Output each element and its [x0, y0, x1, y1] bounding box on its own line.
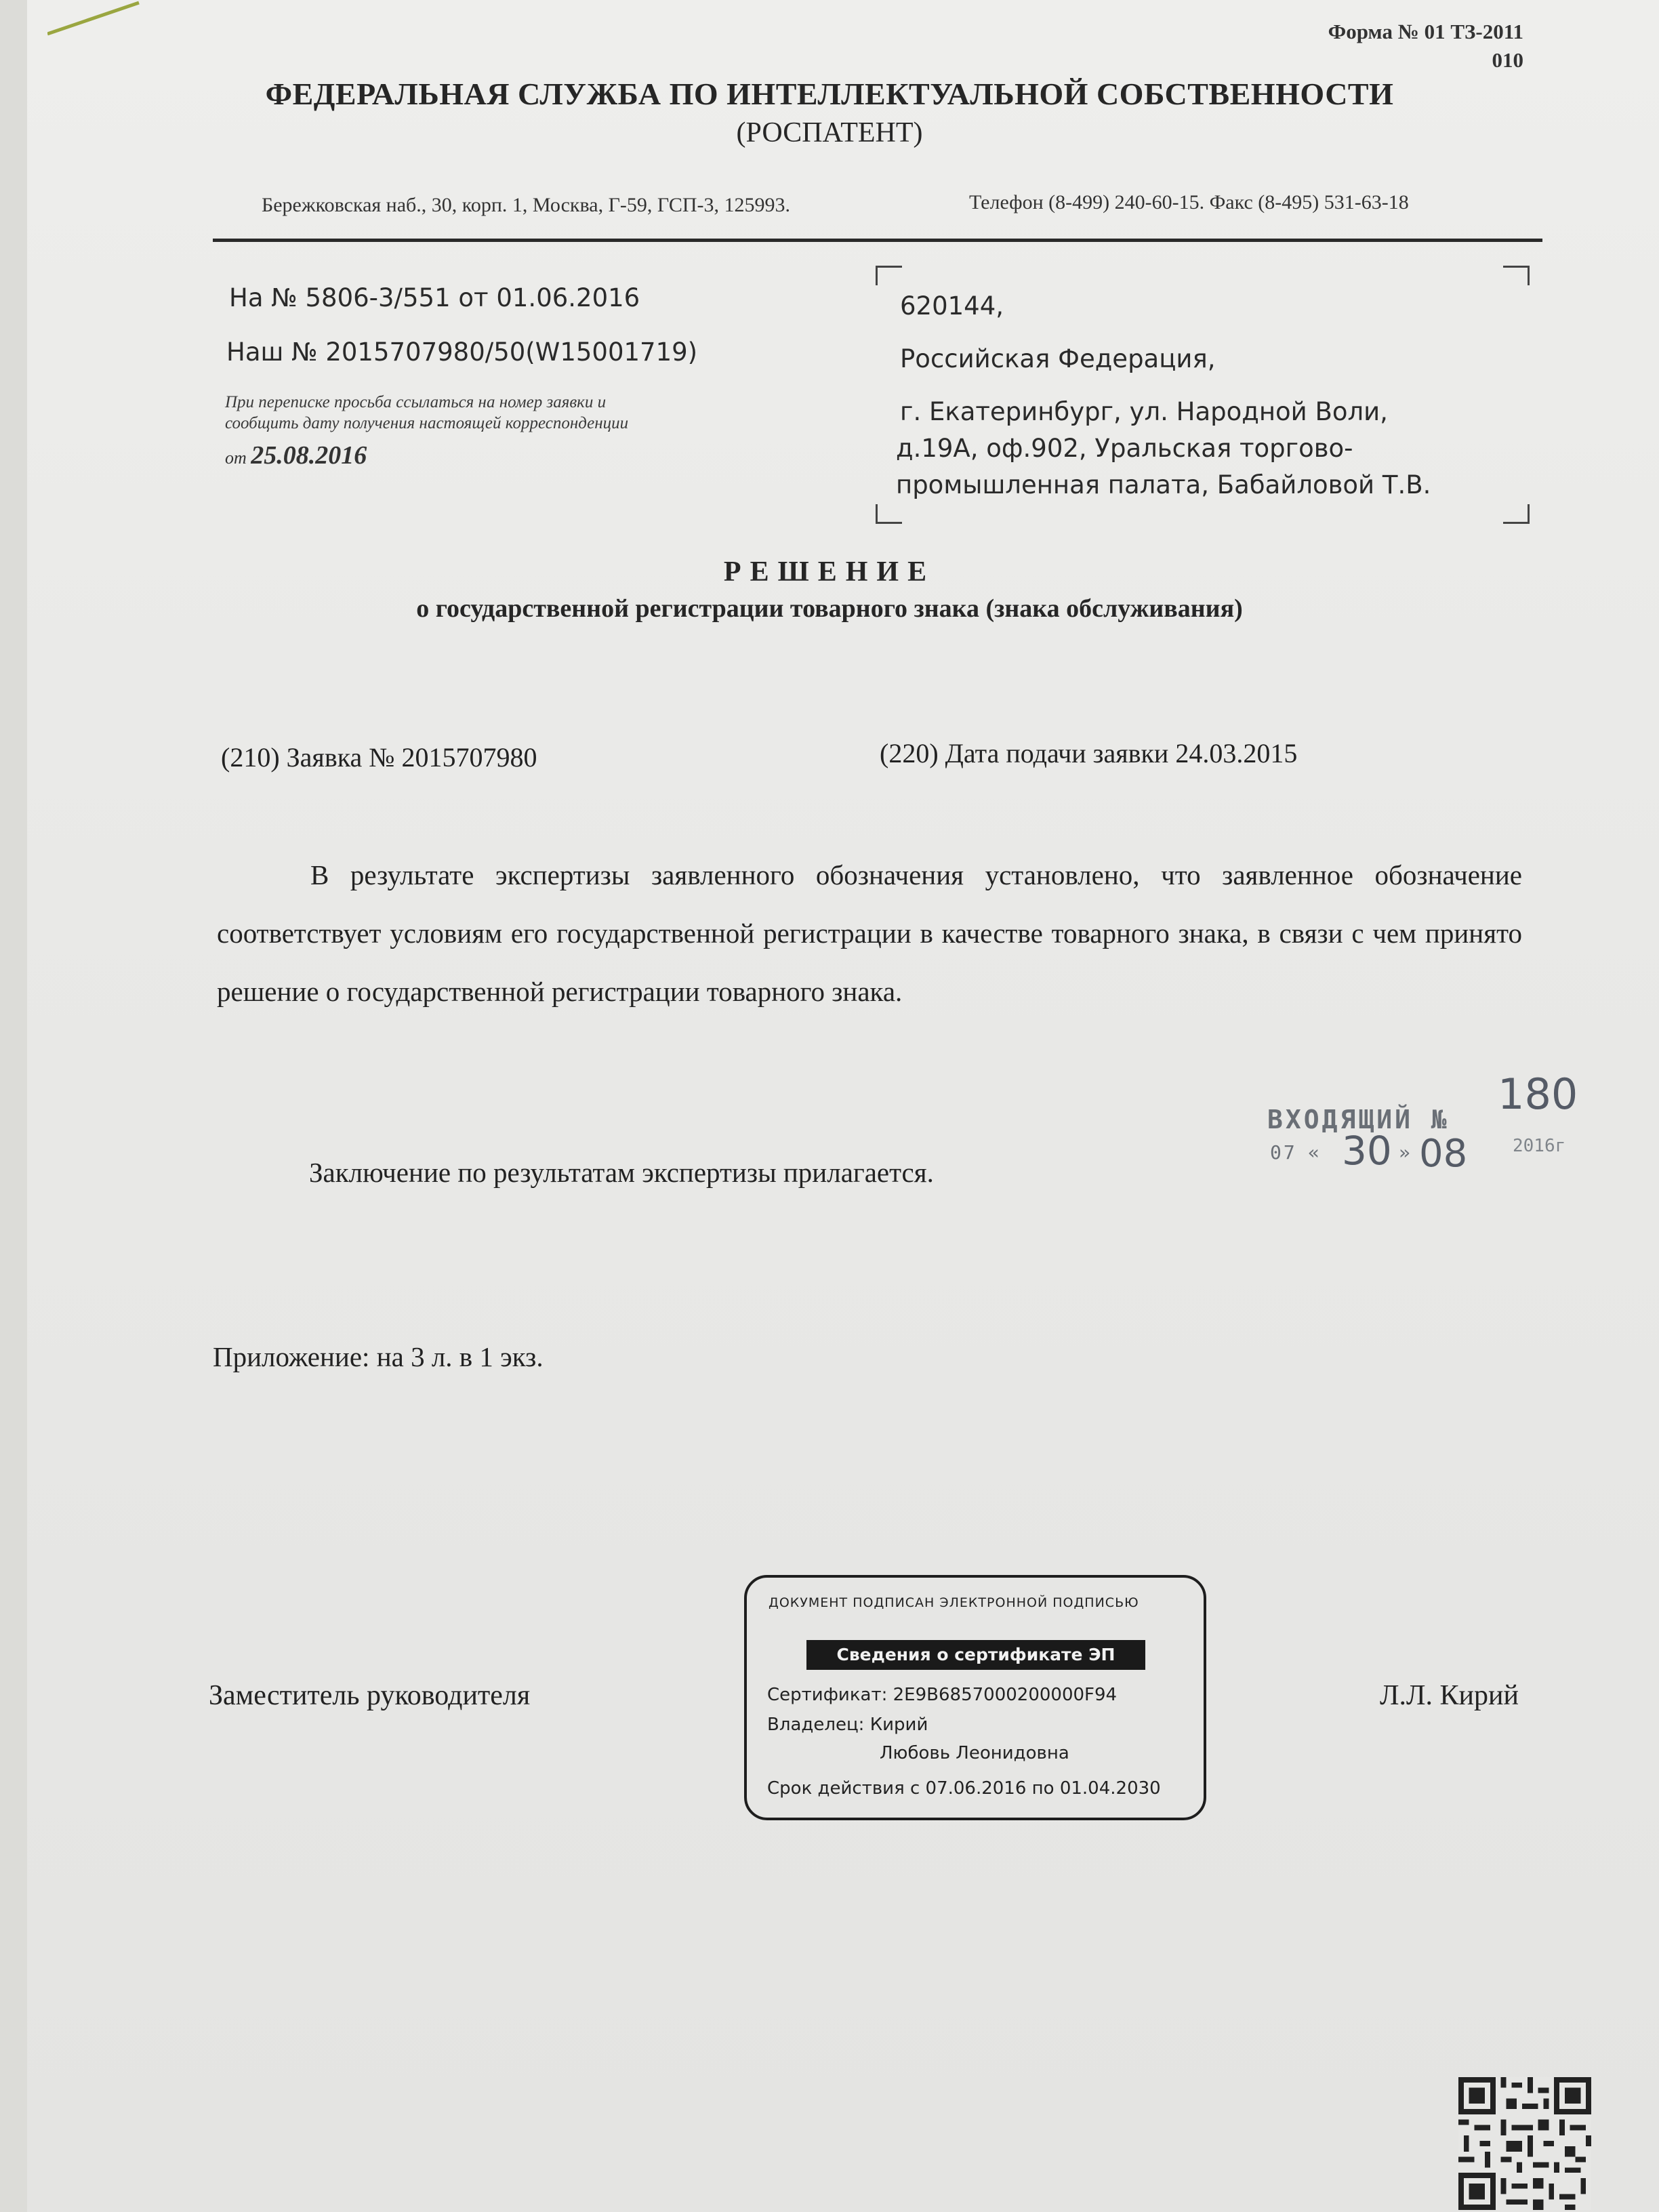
address-corner-top-right	[1503, 266, 1530, 285]
filing-date: (220) Дата подачи заявки 24.03.2015	[880, 738, 1298, 769]
qr-code	[1458, 2075, 1591, 2212]
incoming-stamp-number: 180	[1498, 1069, 1578, 1119]
incoming-stamp-year: 2016г	[1513, 1136, 1566, 1156]
form-code: 010	[1492, 48, 1523, 72]
correspondence-date-value: 25.08.2016	[251, 441, 367, 470]
incoming-stamp-month-handwritten: 08	[1419, 1132, 1468, 1176]
esig-title: Сведения о сертификате ЭП	[806, 1640, 1145, 1670]
decision-subtitle: о государственной регистрации товарного знака (знака обслуживания)	[416, 594, 1243, 623]
correspondence-note-line1: При переписке просьба ссылаться на номер заявки и	[225, 393, 607, 411]
incoming-stamp-quote-close: »	[1399, 1141, 1412, 1164]
agency-address: Бережковская наб., 30, корп. 1, Москва, Г-59, ГСП-3, 125993.	[262, 194, 791, 216]
form-number-text: Форма № 01 ТЗ-2011	[1328, 20, 1523, 43]
esig-certificate: Сертификат: 2E9B6857000200000F94	[767, 1685, 1118, 1705]
recipient-postcode: 620144,	[900, 291, 1004, 321]
agency-name: ФЕДЕРАЛЬНАЯ СЛУЖБА ПО ИНТЕЛЛЕКТУАЛЬНОЙ СОБСТВЕННОСТИ	[265, 77, 1394, 111]
incoming-stamp-label: ВХОДЯЩИЙ №	[1267, 1105, 1450, 1134]
application-number: (210) Заявка № 2015707980	[221, 742, 537, 773]
incoming-stamp-day-handwritten: 30	[1342, 1128, 1392, 1174]
decision-body: В результате экспертизы заявленного обозначения установлено, что заявленное обозначение соответствует условиям его государственной регистрации в качестве товарного знака, в связи с чем принято решение о государственной регистрации товарного знака.	[217, 859, 1522, 1007]
their-reference: На № 5806-3/551 от 01.06.2016	[229, 283, 640, 312]
header-divider	[213, 239, 1542, 242]
esig-validity: Срок действия с 07.06.2016 по 01.04.2030	[767, 1778, 1161, 1799]
correspondence-note-line2: сообщить дату получения настоящей корреспонденции	[225, 414, 629, 432]
agency-short-name: (РОСПАТЕНТ)	[736, 117, 923, 148]
recipient-organization: промышленная палата, Бабайловой Т.В.	[896, 470, 1431, 499]
form-number	[1328, 18, 1523, 75]
conclusion-note: Заключение по результатам экспертизы прилагается.	[309, 1157, 934, 1188]
electronic-signature-stamp	[744, 1575, 1206, 1820]
address-corner-bottom-left	[876, 504, 902, 524]
correspondence-date-prefix: от	[225, 448, 247, 468]
agency-contacts: Телефон (8-499) 240-60-15. Факс (8-495) 531-63-18	[969, 191, 1409, 213]
incoming-stamp-quote-open: «	[1308, 1141, 1322, 1164]
signatory-position: Заместитель руководителя	[209, 1680, 531, 1711]
esig-owner: Владелец: Кирий	[767, 1715, 928, 1735]
recipient-building: д.19А, оф.902, Уральская торгово-	[896, 434, 1353, 463]
address-corner-bottom-right	[1503, 504, 1530, 524]
esig-owner-name: Любовь Леонидовна	[880, 1743, 1069, 1763]
our-reference: Наш № 2015707980/50(W15001719)	[226, 337, 698, 367]
appendix-note: Приложение: на 3 л. в 1 экз.	[213, 1341, 544, 1372]
pen-mark-decoration	[47, 0, 142, 41]
qr-code-graphic	[1458, 2075, 1591, 2212]
recipient-street: г. Екатеринбург, ул. Народной Воли,	[900, 397, 1388, 426]
decision-title: РЕШЕНИЕ	[723, 556, 936, 588]
correspondence-note	[225, 392, 628, 434]
esig-header: ДОКУМЕНТ ПОДПИСАН ЭЛЕКТРОННОЙ ПОДПИСЬЮ	[769, 1595, 1139, 1610]
address-corner-top-left	[876, 266, 902, 285]
correspondence-date	[225, 441, 367, 470]
recipient-country: Российская Федерация,	[900, 344, 1216, 373]
incoming-stamp-day: 07	[1270, 1141, 1297, 1164]
signatory-name: Л.Л. Кирий	[1380, 1680, 1519, 1711]
